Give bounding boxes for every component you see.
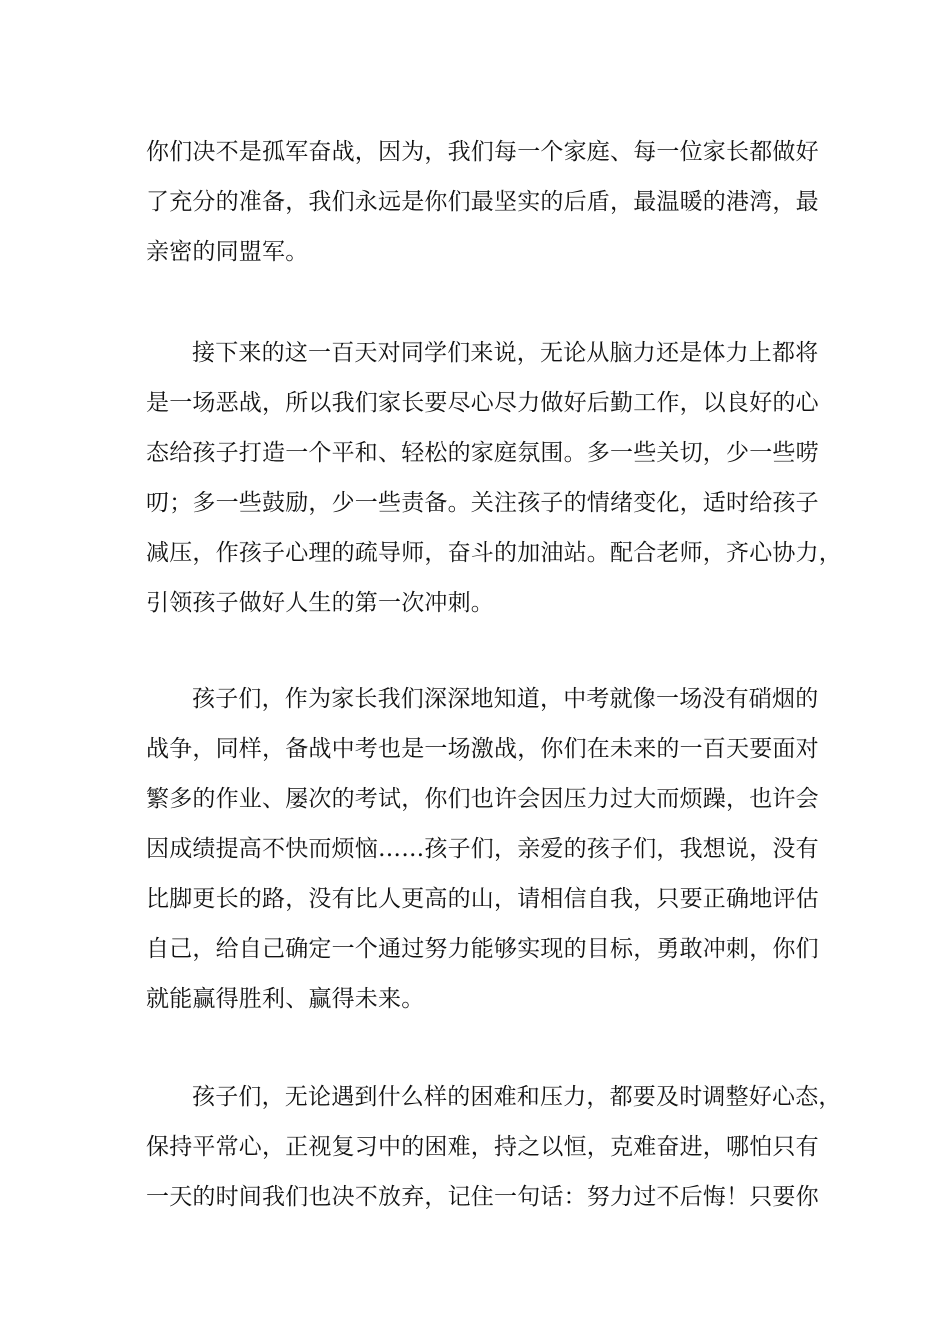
paragraph-line: 了充分的准备，我们永远是你们最坚实的后盾，最温暖的港湾，最 [146, 189, 819, 215]
paragraph-line: 战争，同样，备战中考也是一场激战，你们在未来的一百天要面对 [146, 736, 819, 762]
paragraph-line: 态给孩子打造一个平和、轻松的家庭氛围。多一些关切，少一些唠 [146, 440, 819, 466]
paragraph-2 [146, 328, 842, 628]
paragraph-1 [146, 127, 819, 277]
paragraph-line: 引领孩子做好人生的第一次冲刺。 [146, 590, 494, 616]
paragraph-line: 减压，作孩子心理的疏导师，奋斗的加油站。配合老师，齐心协力， [146, 540, 842, 566]
paragraph-line: 因成绩提高不快而烦恼……孩子们，亲爱的孩子们，我想说，没有 [146, 836, 819, 862]
paragraph-line: 孩子们，无论遇到什么样的困难和压力，都要及时调整好心态， [192, 1084, 842, 1110]
paragraph-line: 接下来的这一百天对同学们来说，无论从脑力还是体力上都将 [192, 340, 819, 366]
paragraph-line: 保持平常心，正视复习中的困难，持之以恒，克难奋进，哪怕只有 [146, 1134, 819, 1160]
paragraph-4 [146, 1072, 842, 1222]
paragraph-line: 自己，给自己确定一个通过努力能够实现的目标，勇敢冲刺，你们 [146, 936, 819, 962]
paragraph-3 [146, 674, 819, 1024]
paragraph-line: 你们决不是孤军奋战，因为，我们每一个家庭、每一位家长都做好 [146, 139, 819, 165]
paragraph-line: 叨；多一些鼓励，少一些责备。关注孩子的情绪变化，适时给孩子 [146, 490, 819, 516]
paragraph-line: 比脚更长的路，没有比人更高的山，请相信自我，只要正确地评估 [146, 886, 819, 912]
paragraph-line: 繁多的作业、屡次的考试，你们也许会因压力过大而烦躁，也许会 [146, 786, 819, 812]
paragraph-line: 孩子们，作为家长我们深深地知道，中考就像一场没有硝烟的 [192, 686, 819, 712]
paragraph-line: 亲密的同盟军。 [146, 239, 309, 265]
paragraph-line: 是一场恶战，所以我们家长要尽心尽力做好后勤工作，以良好的心 [146, 390, 819, 416]
paragraph-line: 就能赢得胜利、赢得未来。 [146, 986, 425, 1012]
paragraph-line: 一天的时间我们也决不放弃，记住一句话：努力过不后悔！只要你 [146, 1184, 819, 1210]
